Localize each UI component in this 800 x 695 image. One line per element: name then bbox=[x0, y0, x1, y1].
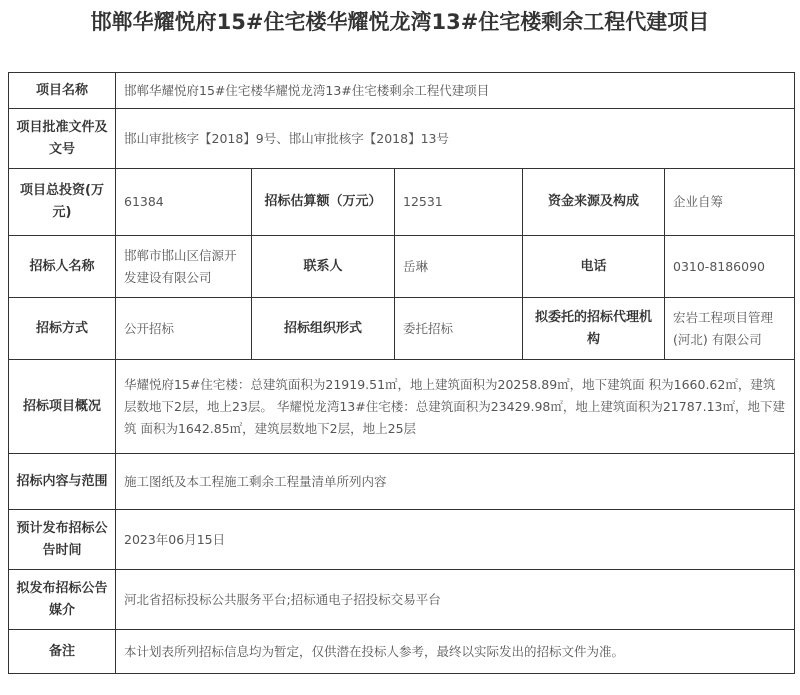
estimate-value: 12531 bbox=[395, 169, 523, 236]
project-name-value: 邯郸华耀悦府15#住宅楼华耀悦龙湾13#住宅楼剩余工程代建项目 bbox=[116, 73, 795, 109]
page-title: 邯郸华耀悦府15#住宅楼华耀悦龙湾13#住宅楼剩余工程代建项目 bbox=[90, 10, 710, 34]
table-row bbox=[9, 630, 795, 674]
phone-label: 电话 bbox=[523, 236, 665, 298]
approval-value: 邯山审批核字【2018】9号、邯山审批核字【2018】13号 bbox=[116, 109, 795, 169]
remark-value: 本计划表所列招标信息均为暂定，仅供潜在投标人参考，最终以实际发出的招标文件为准。 bbox=[116, 630, 795, 674]
method-label: 招标方式 bbox=[9, 298, 116, 360]
media-value: 河北省招标投标公共服务平台;招标通电子招投标交易平台 bbox=[116, 570, 795, 630]
table-row bbox=[9, 360, 795, 454]
overview-value: 华耀悦府15#住宅楼：总建筑面积为21919.51㎡，地上建筑面积为20258.89㎡，地下建筑面 积为1660.62㎡，建筑层数地下2层，地上23层。 华耀悦龙湾13#住宅楼：总建筑面积为23429.98㎡，地上建筑面积为21787.13㎡，地下建筑 面积为1642.85㎡，建筑层数地下2层，地上25层 bbox=[116, 360, 795, 454]
approval-label: 项目批准文件及文号 bbox=[9, 109, 116, 169]
investment-label: 项目总投资(万元) bbox=[9, 169, 116, 236]
scope-label: 招标内容与范围 bbox=[9, 454, 116, 510]
table-row bbox=[9, 169, 795, 236]
org-form-label: 招标组织形式 bbox=[252, 298, 395, 360]
fund-source-value: 企业自筹 bbox=[665, 169, 795, 236]
table-row bbox=[9, 454, 795, 510]
table-row bbox=[9, 510, 795, 570]
project-info-table bbox=[8, 72, 795, 674]
table-row bbox=[9, 236, 795, 298]
investment-value: 61384 bbox=[116, 169, 252, 236]
estimate-label: 招标估算额（万元） bbox=[252, 169, 395, 236]
tenderer-value: 邯郸市邯山区信源开发建设有限公司 bbox=[116, 236, 252, 298]
method-value: 公开招标 bbox=[116, 298, 252, 360]
scope-value: 施工图纸及本工程施工剩余工程量清单所列内容 bbox=[116, 454, 795, 510]
fund-source-label: 资金来源及构成 bbox=[523, 169, 665, 236]
project-name-label: 项目名称 bbox=[9, 73, 116, 109]
tenderer-label: 招标人名称 bbox=[9, 236, 116, 298]
contact-value: 岳琳 bbox=[395, 236, 523, 298]
contact-label: 联系人 bbox=[252, 236, 395, 298]
table-row bbox=[9, 298, 795, 360]
agent-label: 拟委托的招标代理机构 bbox=[523, 298, 665, 360]
table-row bbox=[9, 73, 795, 109]
agent-value: 宏岩工程项目管理(河北) 有限公司 bbox=[665, 298, 795, 360]
table-row bbox=[9, 109, 795, 169]
phone-value: 0310-8186090 bbox=[665, 236, 795, 298]
overview-label: 招标项目概况 bbox=[9, 360, 116, 454]
publish-time-value: 2023年06月15日 bbox=[116, 510, 795, 570]
publish-time-label: 预计发布招标公告时间 bbox=[9, 510, 116, 570]
remark-label: 备注 bbox=[9, 630, 116, 674]
table-row bbox=[9, 570, 795, 630]
org-form-value: 委托招标 bbox=[395, 298, 523, 360]
media-label: 拟发布招标公告媒介 bbox=[9, 570, 116, 630]
